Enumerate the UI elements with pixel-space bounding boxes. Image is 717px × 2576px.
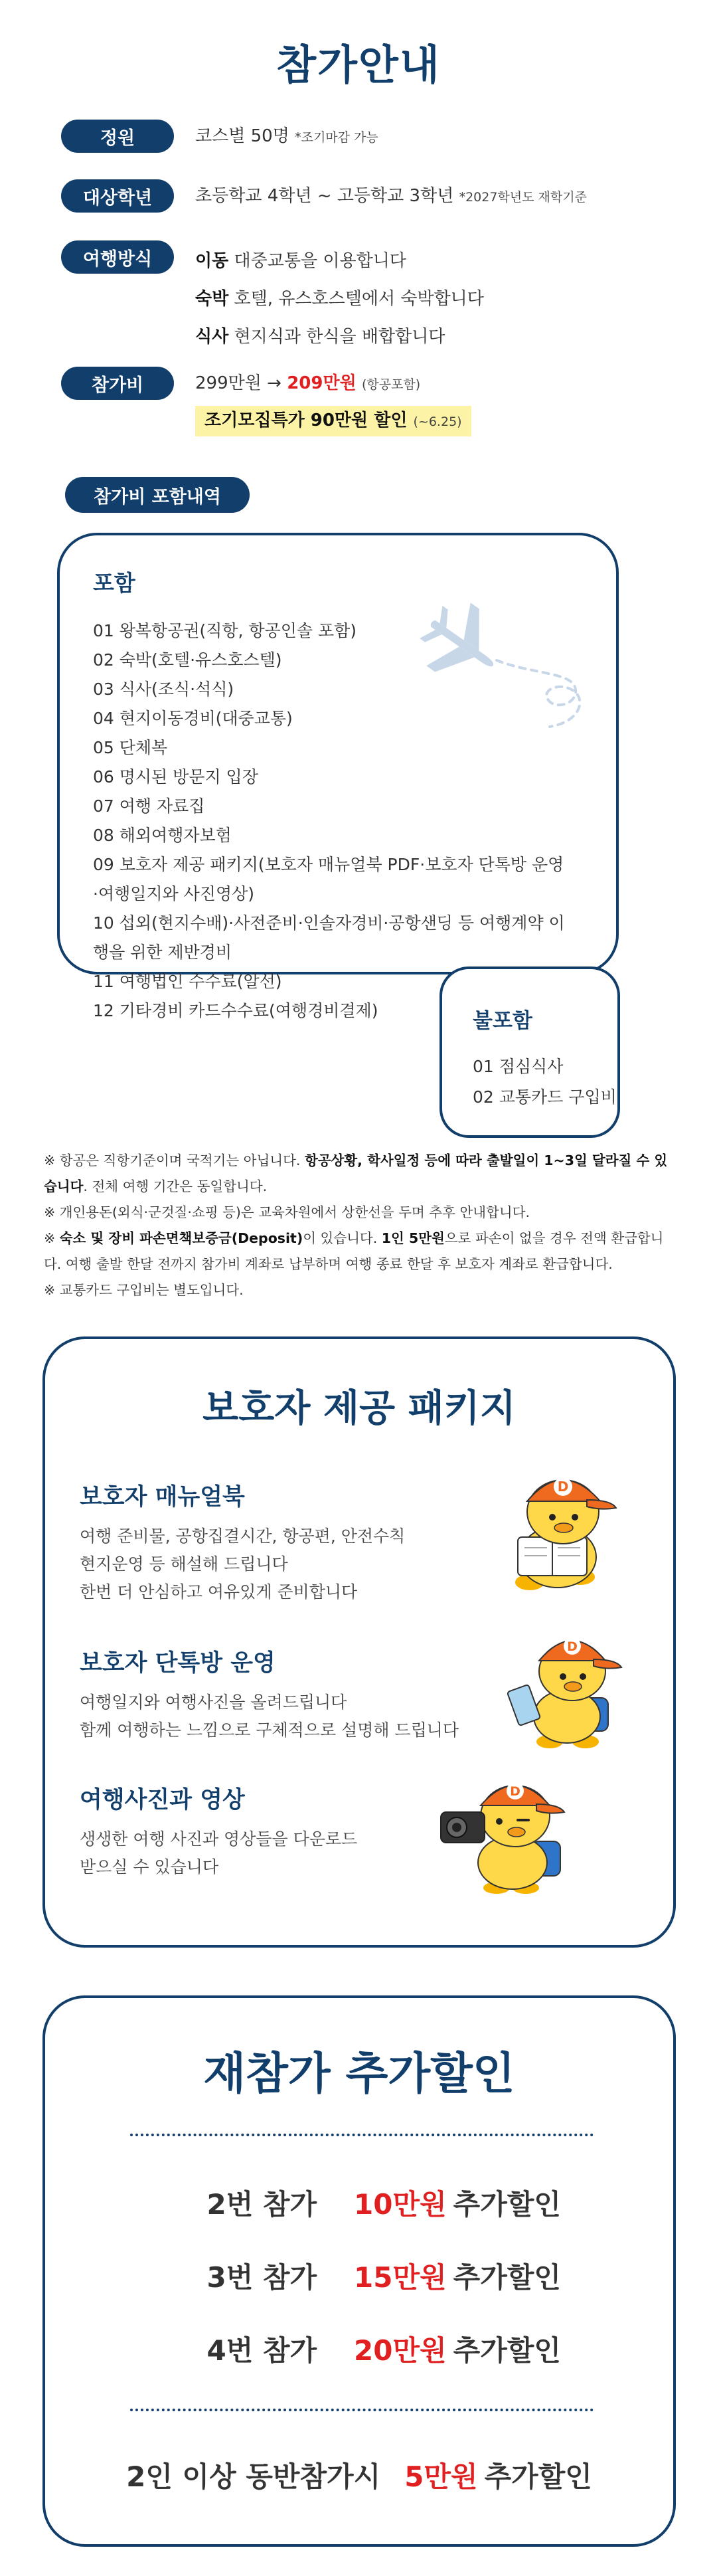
package-item-line: 생생한 여행 사진과 영상들을 다운로드 (80, 1829, 358, 1849)
note-item: ※ 항공은 직항기준이며 국적기는 아닙니다. 항공상황, 학사일정 등에 따라 출발일이 1~3일 달라질 수 있 (44, 1152, 668, 1168)
list-item: 07 여행 자료집 (93, 796, 205, 816)
list-item: 10 섭외(현지수배)·사전준비·인솔자경비·공항샌딩 등 여행계약 이 (93, 913, 565, 933)
capacity-text: 코스별 50명 (195, 126, 289, 146)
inclusions-pill: 참가비 포함내역 (65, 477, 250, 513)
target-note: *2027학년도 재학기준 (459, 190, 587, 205)
promo-badge: 조기모집특가 90만원 할인 (~6.25) (195, 406, 471, 436)
fee-original: 299만원 (195, 373, 262, 393)
svg-text:D: D (567, 1639, 578, 1654)
package-item-line: 받으실 수 있습니다 (80, 1857, 219, 1877)
package-item-manual (80, 1479, 491, 1606)
list-item: 02 교통카드 구입비 (473, 1087, 617, 1107)
note-item: 습니다. 전체 여행 기간은 동일합니다. (44, 1178, 268, 1194)
fee-price-note: (항공포함) (361, 377, 421, 392)
list-item: 04 현지이동경비(대중교통) (93, 709, 293, 728)
travel-label: 여행방식 (61, 240, 174, 274)
discount-row: 2번 참가 10만원 추가할인 (206, 2188, 561, 2221)
package-item-line: 여행 준비물, 공항집결시간, 항공편, 안전수칙 (80, 1526, 406, 1546)
note-item: ※ 개인용돈(외식·군것질·쇼핑 등)은 교육차원에서 상한선을 두며 추후 안내합니다. (44, 1204, 530, 1220)
list-item: 06 명시된 방문지 입장 (93, 767, 258, 786)
included-box (57, 533, 619, 1020)
package-item-line: 여행일지와 여행사진을 올려드립니다 (80, 1693, 347, 1712)
package-item-title: 여행사진과 영상 (80, 1787, 245, 1813)
note-item: ※ 교통카드 구입비는 별도입니다. (44, 1282, 244, 1298)
package-item-photo (80, 1782, 491, 1881)
guardian-package-box (42, 1336, 676, 1948)
list-item: 01 왕복항공권(직항, 항공인솔 포함) (93, 621, 357, 640)
target-label: 대상학년 (61, 179, 174, 213)
arrow-icon: → (267, 373, 281, 393)
discount-title: 재참가 추가할인 (203, 2048, 515, 2099)
travel-line: 이동 대중교통을 이용합니다 (195, 251, 406, 271)
group-discount-row: 2인 이상 동반참가시 5만원 추가할인 (126, 2460, 592, 2493)
list-item: 01 점심식사 (473, 1057, 564, 1076)
included-list (93, 616, 611, 1026)
fee-label: 참가비 (61, 367, 174, 400)
included-title: 포함 (93, 570, 135, 596)
excluded-box (439, 966, 620, 1138)
package-item-chat (80, 1645, 544, 1744)
discount-row: 3번 참가 15만원 추가할인 (206, 2261, 561, 2294)
list-item: 05 단체복 (93, 738, 168, 757)
list-item: 02 숙박(호텔·유스호스텔) (93, 650, 282, 670)
travel-line: 식사 현지식과 한식을 배합합니다 (195, 327, 445, 347)
target-text: 초등학교 4학년 ~ 고등학교 3학년 (195, 186, 454, 206)
excluded-list (473, 1052, 617, 1113)
list-item: 행을 위한 제반경비 (93, 943, 232, 962)
duck-mascot-phone-icon (498, 1618, 631, 1751)
duck-mascot-camera-icon (433, 1763, 579, 1896)
info-capacity (61, 120, 698, 153)
note-item: 다. 여행 출발 한달 전까지 참가비 계좌로 납부하며 여행 종료 한달 후 보호자 계좌로 환급합니다. (44, 1256, 613, 1272)
info-fee (61, 367, 698, 436)
package-item-line: 한번 더 안심하고 여유있게 준비합니다 (80, 1582, 358, 1602)
svg-text:D: D (557, 1479, 569, 1495)
fee-price: 209만원 (287, 373, 357, 393)
notes (44, 1148, 684, 1303)
list-item: 12 기타경비 카드수수료(여행경비결제) (93, 1001, 378, 1020)
info-travel (61, 240, 698, 356)
package-item-title: 보호자 매뉴얼북 (80, 1484, 245, 1511)
info-target (61, 179, 698, 213)
svg-text:D: D (510, 1784, 520, 1799)
note-item: ※ 숙소 및 장비 파손면책보증금(Deposit)이 있습니다. 1인 5만원으로 파손이 없을 경우 전액 환급합니 (44, 1230, 664, 1246)
package-item-line: 현지운영 등 해설해 드립니다 (80, 1554, 288, 1574)
list-item: 03 식사(조식·석식) (93, 680, 234, 699)
divider (130, 2409, 594, 2411)
excluded-title: 불포함 (473, 1009, 532, 1033)
package-title: 보호자 제공 패키지 (202, 1387, 516, 1430)
page-title: 참가안내 (276, 41, 441, 89)
list-item: 08 해외여행자보험 (93, 826, 232, 845)
capacity-label: 정원 (61, 120, 174, 153)
travel-line: 숙박 호텔, 유스호스텔에서 숙박합니다 (195, 289, 484, 309)
package-item-line: 함께 여행하는 느낌으로 구체적으로 설명해 드립니다 (80, 1720, 459, 1740)
package-item-title: 보호자 단톡방 운영 (80, 1650, 276, 1677)
list-item: ·여행일지와 사진영상) (93, 884, 254, 903)
list-item: 09 보호자 제공 패키지(보호자 매뉴얼북 PDF·보호자 단톡방 운영 (93, 855, 564, 874)
capacity-note: *조기마감 가능 (295, 130, 378, 145)
discount-row: 4번 참가 20만원 추가할인 (206, 2334, 561, 2367)
divider (130, 2134, 594, 2136)
rejoin-discount-box (42, 1995, 676, 2547)
list-item: 11 여행법인 수수료(알선) (93, 972, 282, 991)
duck-mascot-reading-icon (489, 1459, 628, 1598)
